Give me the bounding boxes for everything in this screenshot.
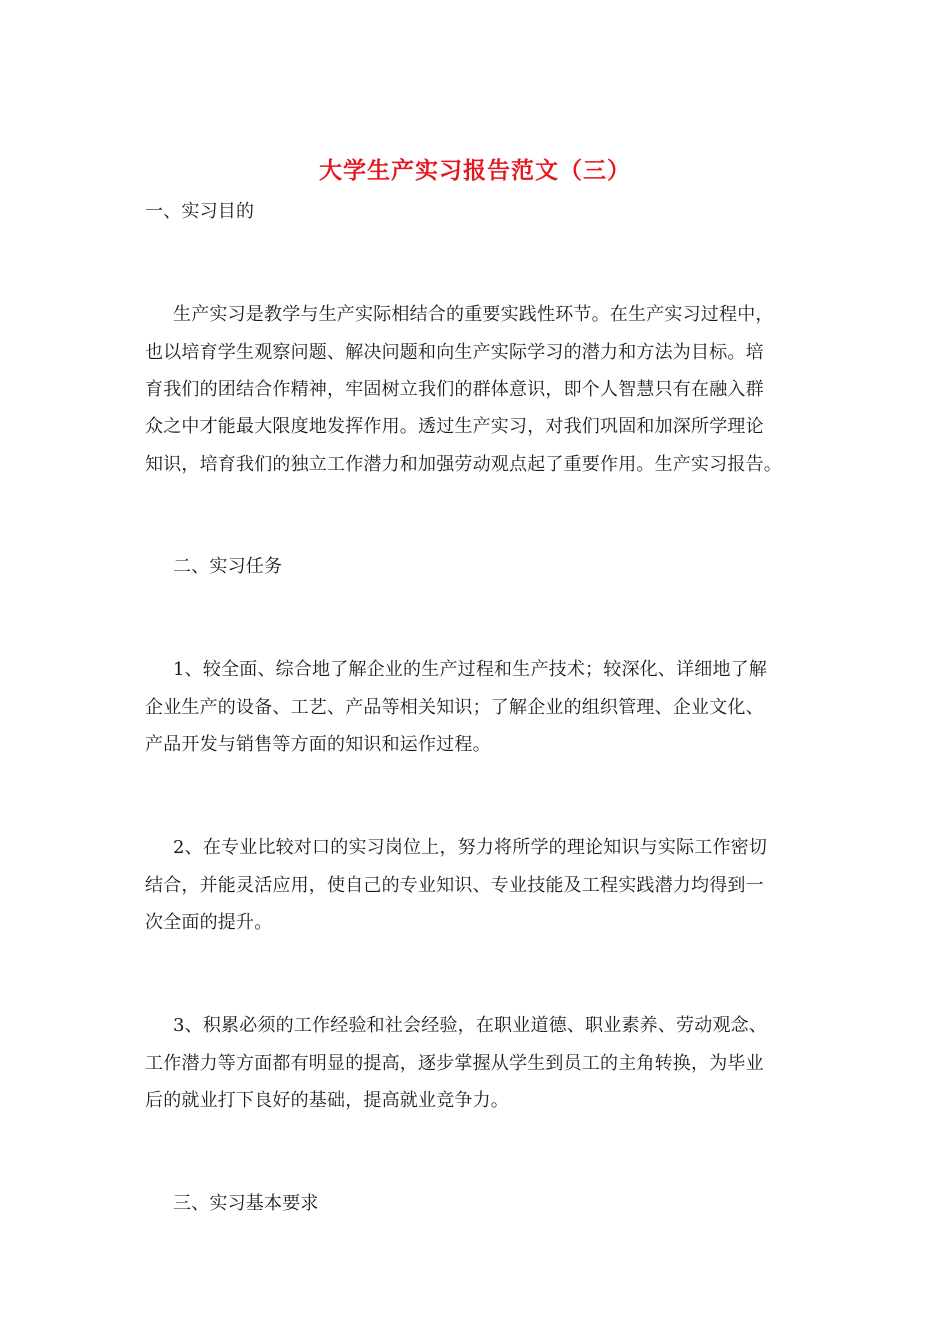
paragraph-line: 后的就业打下良好的基础，提高就业竞争力。 — [145, 1090, 509, 1111]
paragraph-line: 知识，培育我们的独立工作潜力和加强劳动观点起了重要作用。生产实习报告。 — [145, 454, 782, 475]
paragraph-line: 产品开发与销售等方面的知识和运作过程。 — [145, 734, 491, 755]
paragraph-line: 次全面的提升。 — [145, 912, 273, 933]
paragraph-line: 2、在专业比较对口的实习岗位上，努力将所学的理论知识与实际工作密切 — [173, 837, 768, 858]
paragraph-line: 企业生产的设备、工艺、产品等相关知识；了解企业的组织管理、企业文化、 — [145, 697, 764, 718]
paragraph-line: 育我们的团结合作精神，牢固树立我们的群体意识，即个人智慧只有在融入群 — [145, 379, 764, 400]
paragraph-line: 众之中才能最大限度地发挥作用。透过生产实习，对我们巩固和加深所学理论 — [145, 416, 764, 437]
section-heading-requirements: 三、实习基本要求 — [173, 1193, 319, 1214]
paragraph-line: 工作潜力等方面都有明显的提高，逐步掌握从学生到员工的主角转换，为毕业 — [145, 1053, 764, 1074]
document-title: 大学生产实习报告范文（三） — [319, 157, 631, 184]
paragraph-line: 也以培育学生观察问题、解决问题和向生产实际学习的潜力和方法为目标。培 — [145, 342, 764, 363]
section-heading-tasks: 二、实习任务 — [173, 556, 283, 577]
paragraph-line: 生产实习是教学与生产实际相结合的重要实践性环节。在生产实习过程中， — [173, 304, 774, 325]
section-heading-purpose: 一、实习目的 — [145, 201, 255, 222]
paragraph-line: 1、较全面、综合地了解企业的生产过程和生产技术；较深化、详细地了解 — [173, 659, 768, 680]
paragraph-line: 结合，并能灵活应用，使自己的专业知识、专业技能及工程实践潜力均得到一 — [145, 875, 764, 896]
paragraph-line: 3、积累必须的工作经验和社会经验，在职业道德、职业素养、劳动观念、 — [173, 1015, 768, 1036]
